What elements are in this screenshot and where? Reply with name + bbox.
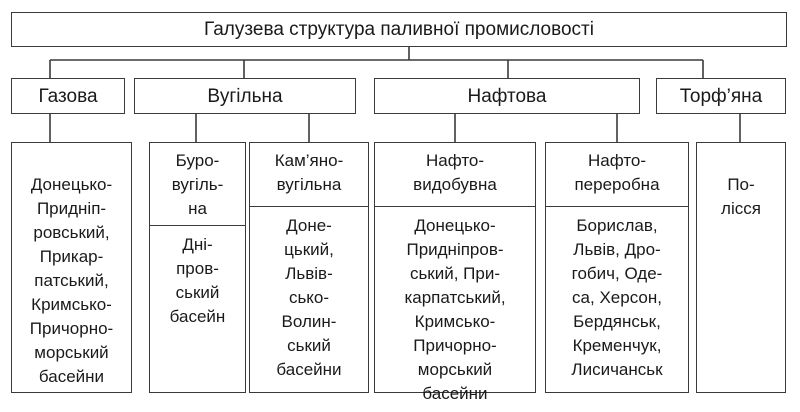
column-oil-refining-title: Нафто- переробна	[574, 151, 660, 194]
column-peat-text: По- лісся	[721, 175, 761, 218]
column-oil-extraction-title: Нафто- видобувна	[413, 151, 497, 194]
column-brown-coal-body: Дні- пров- ський басейн	[169, 235, 226, 326]
branch-gas-label: Газова	[38, 85, 98, 107]
column-brown-coal-title: Буро- вугіль- на	[171, 151, 224, 218]
column-brown-coal-divider	[150, 225, 245, 226]
column-brown-coal	[149, 142, 246, 393]
branch-peat	[656, 78, 786, 114]
column-oil-refining	[545, 142, 689, 393]
branch-coal	[134, 78, 356, 114]
column-oil-refining-divider	[546, 206, 688, 207]
column-oil-refining-body: Борислав, Львів, Дро- гобич, Оде- са, Херсон, Бердянськ, Кременчук, Лисичанськ	[571, 216, 663, 379]
column-hard-coal	[249, 142, 369, 393]
column-oil-extraction-divider	[375, 206, 535, 207]
column-peat	[696, 142, 786, 393]
column-oil-extraction	[374, 142, 536, 403]
branch-oil	[374, 78, 640, 114]
column-oil-extraction-body: Донецько- Придніпров- ський, При- карпатський, Кримсько- Причорно- морський басейни	[404, 216, 506, 403]
branch-gas	[11, 78, 125, 114]
column-gas-text: Донецько- Придніп- ровський, Прикар- патський, Кримсько- Причорно- морський басейни	[29, 175, 114, 386]
diagram-title: Галузева структура паливної промисловості	[204, 19, 594, 40]
column-hard-coal-divider	[250, 206, 368, 207]
column-hard-coal-title: Кам’яно- вугільна	[274, 151, 344, 194]
column-gas	[11, 142, 132, 393]
title-box	[11, 12, 787, 47]
branch-coal-label: Вугільна	[207, 85, 283, 107]
column-hard-coal-body: Доне- цький, Львів- сько- Волин- ський басейни	[276, 216, 342, 379]
branch-peat-label: Торф’яна	[679, 85, 763, 107]
branch-oil-label: Нафтова	[467, 85, 547, 107]
